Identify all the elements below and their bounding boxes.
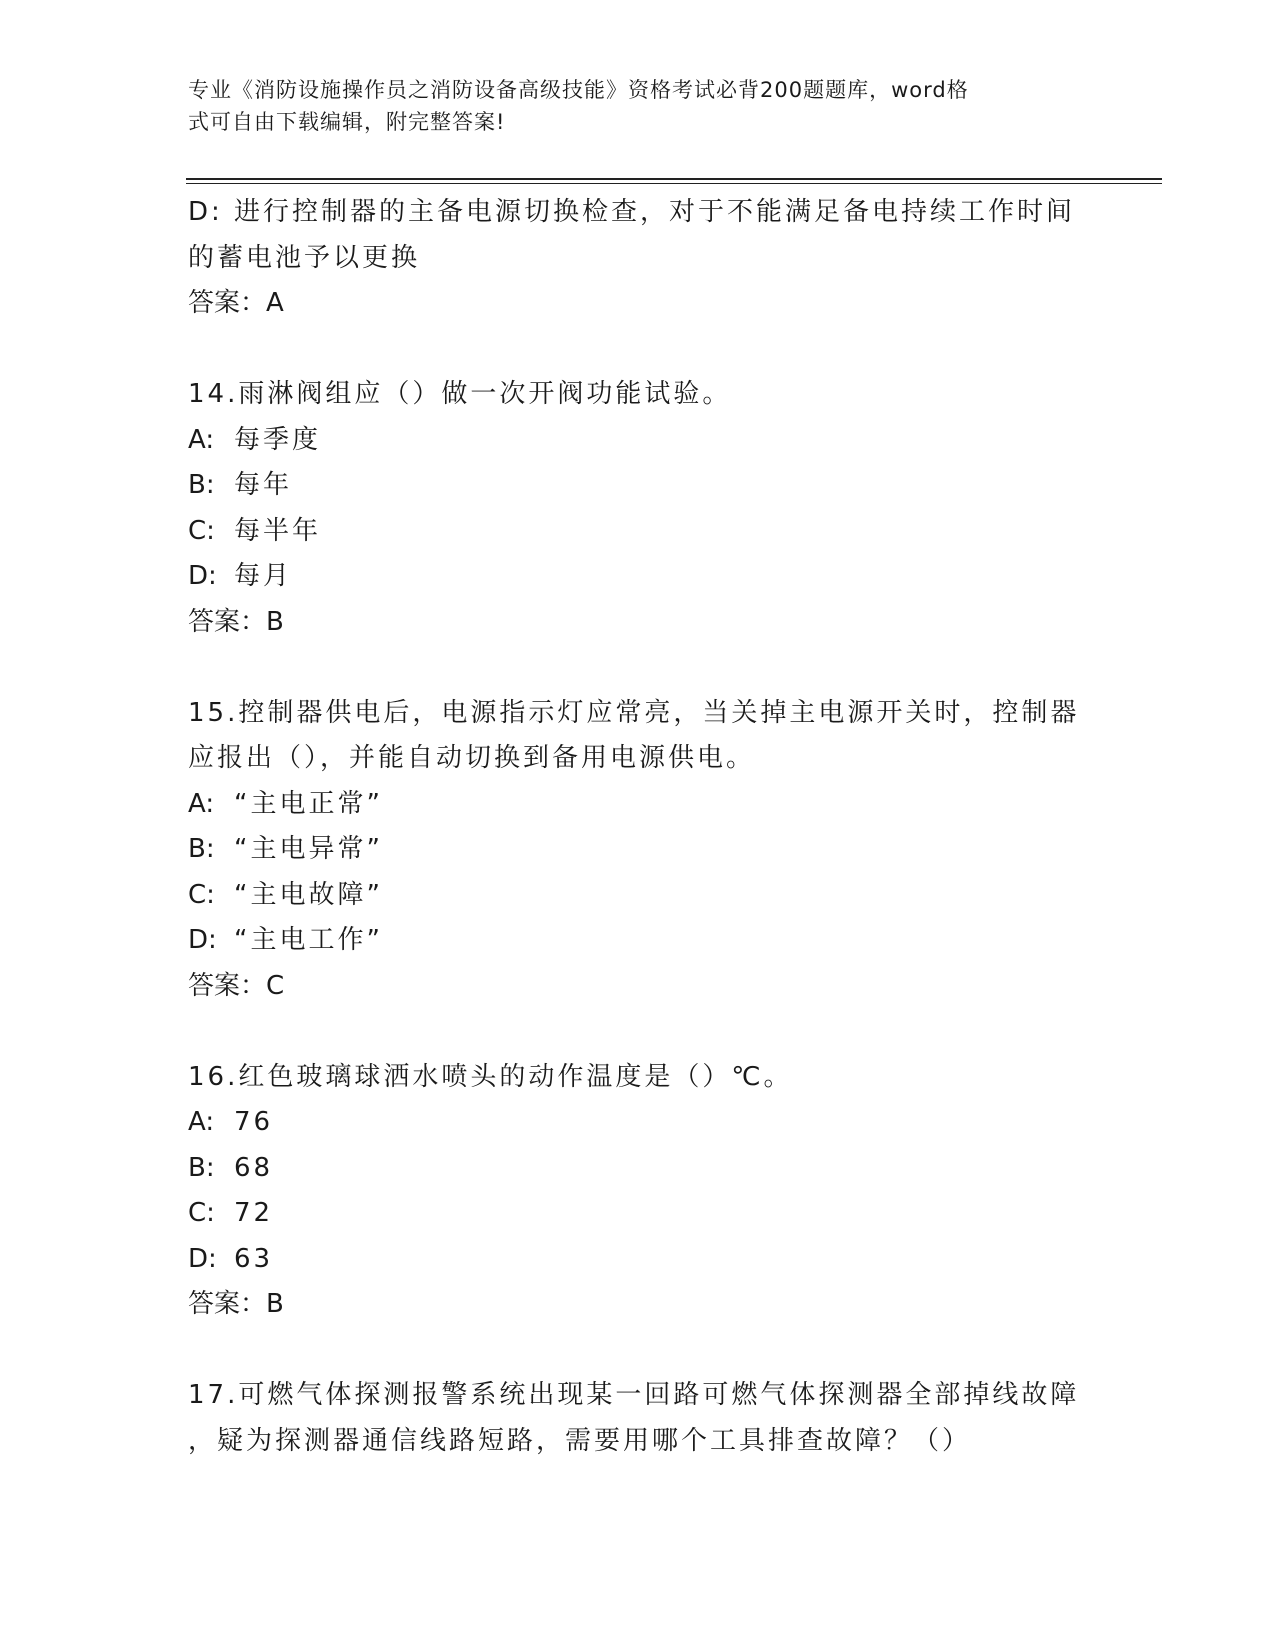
option-text: 每季度	[234, 424, 322, 455]
option-key: D:	[188, 925, 217, 955]
option-key: C:	[188, 1198, 215, 1228]
question-stem-line-2: ，疑为探测器通信线路短路，需要用哪个工具排查故障？（）	[188, 1425, 972, 1456]
option-text: “主电异常”	[234, 834, 383, 864]
option-key: B:	[188, 470, 215, 500]
option-a	[188, 1100, 1088, 1146]
option-c	[188, 1191, 1088, 1237]
option-text: “主电正常”	[234, 788, 383, 819]
option-c	[188, 509, 1088, 555]
answer-line: 答案：B	[188, 606, 284, 637]
spacer	[188, 327, 1088, 373]
option-a	[188, 782, 1088, 828]
option-text: 68	[234, 1152, 274, 1183]
answer-line: 答案：C	[188, 970, 285, 1001]
previous-question-tail	[188, 190, 1088, 327]
option-text: “主电工作”	[234, 925, 383, 955]
spacer	[188, 645, 1088, 691]
question-stem-line-2: 应报出（），并能自动切换到备用电源供电。	[188, 743, 756, 773]
header-line-1: 专业《消防设施操作员之消防设备高级技能》资格考试必背200题题库，word格	[188, 78, 969, 102]
answer-line: 答案：B	[188, 1289, 284, 1319]
question-stem: 16.红色玻璃球洒水喷头的动作温度是（）℃。	[188, 1061, 793, 1092]
option-key: B:	[188, 834, 215, 864]
question-stem: 14.雨淋阀组应（）做一次开阀功能试验。	[188, 379, 732, 409]
option-d	[188, 918, 1088, 964]
option-text: 76	[234, 1107, 274, 1137]
option-d-line-1: D: 进行控制器的主备电源切换检查，对于不能满足备电持续工作时间	[188, 197, 1076, 227]
question-14	[188, 372, 1088, 645]
spacer	[188, 1009, 1088, 1055]
option-d	[188, 554, 1088, 600]
option-d	[188, 1237, 1088, 1283]
spacer	[188, 1328, 1088, 1374]
question-16	[188, 1055, 1088, 1328]
option-text: “主电故障”	[234, 879, 383, 910]
header-line-2: 式可自由下载编辑，附完整答案!	[188, 110, 506, 134]
question-15	[188, 691, 1088, 1010]
option-c	[188, 873, 1088, 919]
option-b	[188, 463, 1088, 509]
option-text: 63	[234, 1243, 274, 1274]
option-text: 每半年	[234, 515, 322, 546]
option-key: C:	[188, 879, 215, 910]
header-rule-thin	[186, 183, 1162, 184]
option-key: B:	[188, 1152, 215, 1183]
option-key: A:	[188, 424, 215, 455]
option-a	[188, 418, 1088, 464]
header-rule-thick	[186, 178, 1162, 180]
option-key: A:	[188, 788, 215, 819]
question-content	[188, 190, 1088, 1464]
option-text: 72	[234, 1198, 274, 1228]
question-stem-line-1: 17.可燃气体探测报警系统出现某一回路可燃气体探测器全部掉线故障	[188, 1380, 1080, 1410]
option-key: A:	[188, 1107, 215, 1137]
option-key: C:	[188, 515, 215, 546]
answer-line: 答案：A	[188, 288, 284, 318]
option-text: 每月	[234, 561, 293, 591]
question-17	[188, 1373, 1088, 1464]
option-b	[188, 827, 1088, 873]
option-d-line-2: 的蓄电池予以更换	[188, 242, 421, 273]
option-b	[188, 1146, 1088, 1192]
document-header	[188, 74, 1088, 138]
question-stem-line-1: 15.控制器供电后，电源指示灯应常亮，当关掉主电源开关时，控制器	[188, 697, 1080, 728]
option-key: D:	[188, 1243, 217, 1274]
option-text: 每年	[234, 470, 293, 500]
option-key: D:	[188, 561, 217, 591]
